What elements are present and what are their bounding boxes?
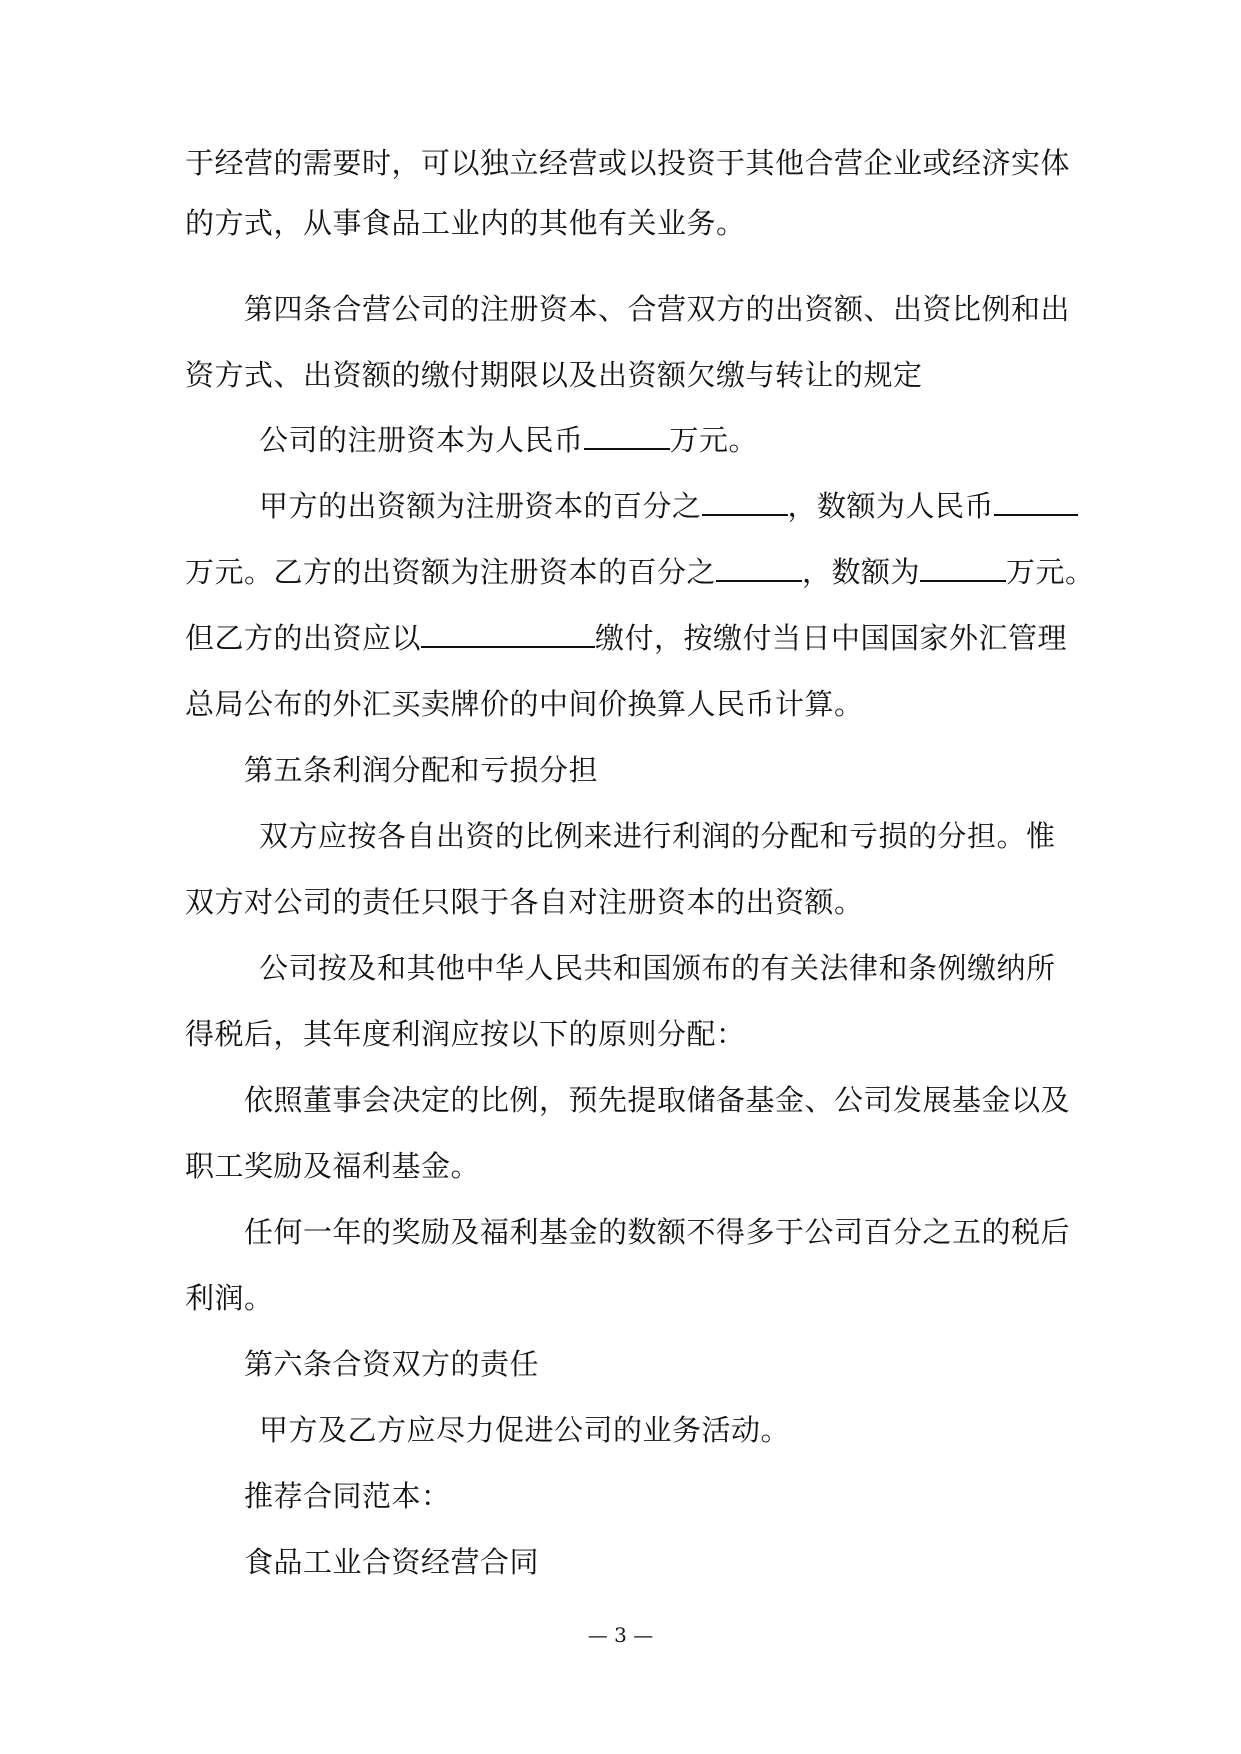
party-b-percent-blank[interactable] [716,554,802,582]
party-a-percent-blank[interactable] [702,488,788,516]
currency-blank[interactable] [421,620,595,648]
party-a-text-2: ，数额为人民币 [787,489,995,523]
party-b-amount-blank[interactable] [920,554,1006,582]
article-4-title-line-2: 资方式、出资额的缴付期限以及出资额欠缴与转让的规定 [185,358,923,392]
fund-line-2: 职工奖励及福利基金。 [185,1149,481,1183]
party-b-contribution-line [185,552,1095,592]
recommend-label: 推荐合同范本： [244,1479,451,1513]
party-a-contribution-line [259,486,1078,526]
article-4-title-line-1: 第四条合营公司的注册资本、合营双方的出资额、出资比例和出 [244,292,1071,326]
capital-prefix: 公司的注册资本为人民币 [259,423,584,457]
duty-line-1: 甲方及乙方应尽力促进公司的业务活动。 [259,1413,791,1447]
page-number: — 3 — [587,1623,654,1647]
fund-line-1: 依照董事会决定的比例，预先提取储备基金、公司发展基金以及 [244,1083,1071,1117]
recommended-contract-title[interactable]: 食品工业合资经营合同 [244,1545,540,1579]
bonus-line-2: 利润。 [185,1281,274,1315]
profit-line-1: 双方应按各自出资的比例来进行利润的分配和亏损的分担。惟 [259,819,1056,853]
party-b-text-1: 乙方的出资额为注册资本的百分之 [273,555,717,589]
registered-capital-line [259,420,758,460]
bonus-line-1: 任何一年的奖励及福利基金的数额不得多于公司百分之五的税后 [244,1215,1071,1249]
profit-line-2: 双方对公司的责任只限于各自对注册资本的出资额。 [185,885,864,919]
article-5-title: 第五条利润分配和亏损分担 [244,753,599,787]
party-b-contrib-text-2: 缴付，按缴付当日中国国家外汇管理 [595,621,1068,655]
party-b-text-2: ，数额为 [802,555,921,589]
party-b-contrib-text-1: 但乙方的出资应以 [185,621,422,655]
tax-line-1: 公司按及和其他中华人民共和国颁布的有关法律和条例缴纳所 [259,951,1056,985]
body-line-1: 于经营的需要时，可以独立经营或以投资于其他合营企业或经济实体 [185,146,1071,180]
wan-yuan-text: 万元。 [185,555,274,589]
tax-line-2: 得税后，其年度利润应按以下的原则分配： [185,1017,746,1051]
body-line-2: 的方式，从事食品工业内的其他有关业务。 [185,206,746,240]
capital-amount-blank[interactable] [584,422,670,450]
party-a-amount-blank[interactable] [994,488,1078,516]
party-b-currency-line [185,618,1067,658]
exchange-rate-line: 总局公布的外汇买卖牌价的中间价换算人民币计算。 [185,687,864,721]
article-6-title: 第六条合资双方的责任 [244,1347,540,1381]
capital-suffix: 万元。 [669,423,759,457]
party-a-text-1: 甲方的出资额为注册资本的百分之 [259,489,702,523]
party-b-text-3: 万元。 [1006,555,1095,589]
